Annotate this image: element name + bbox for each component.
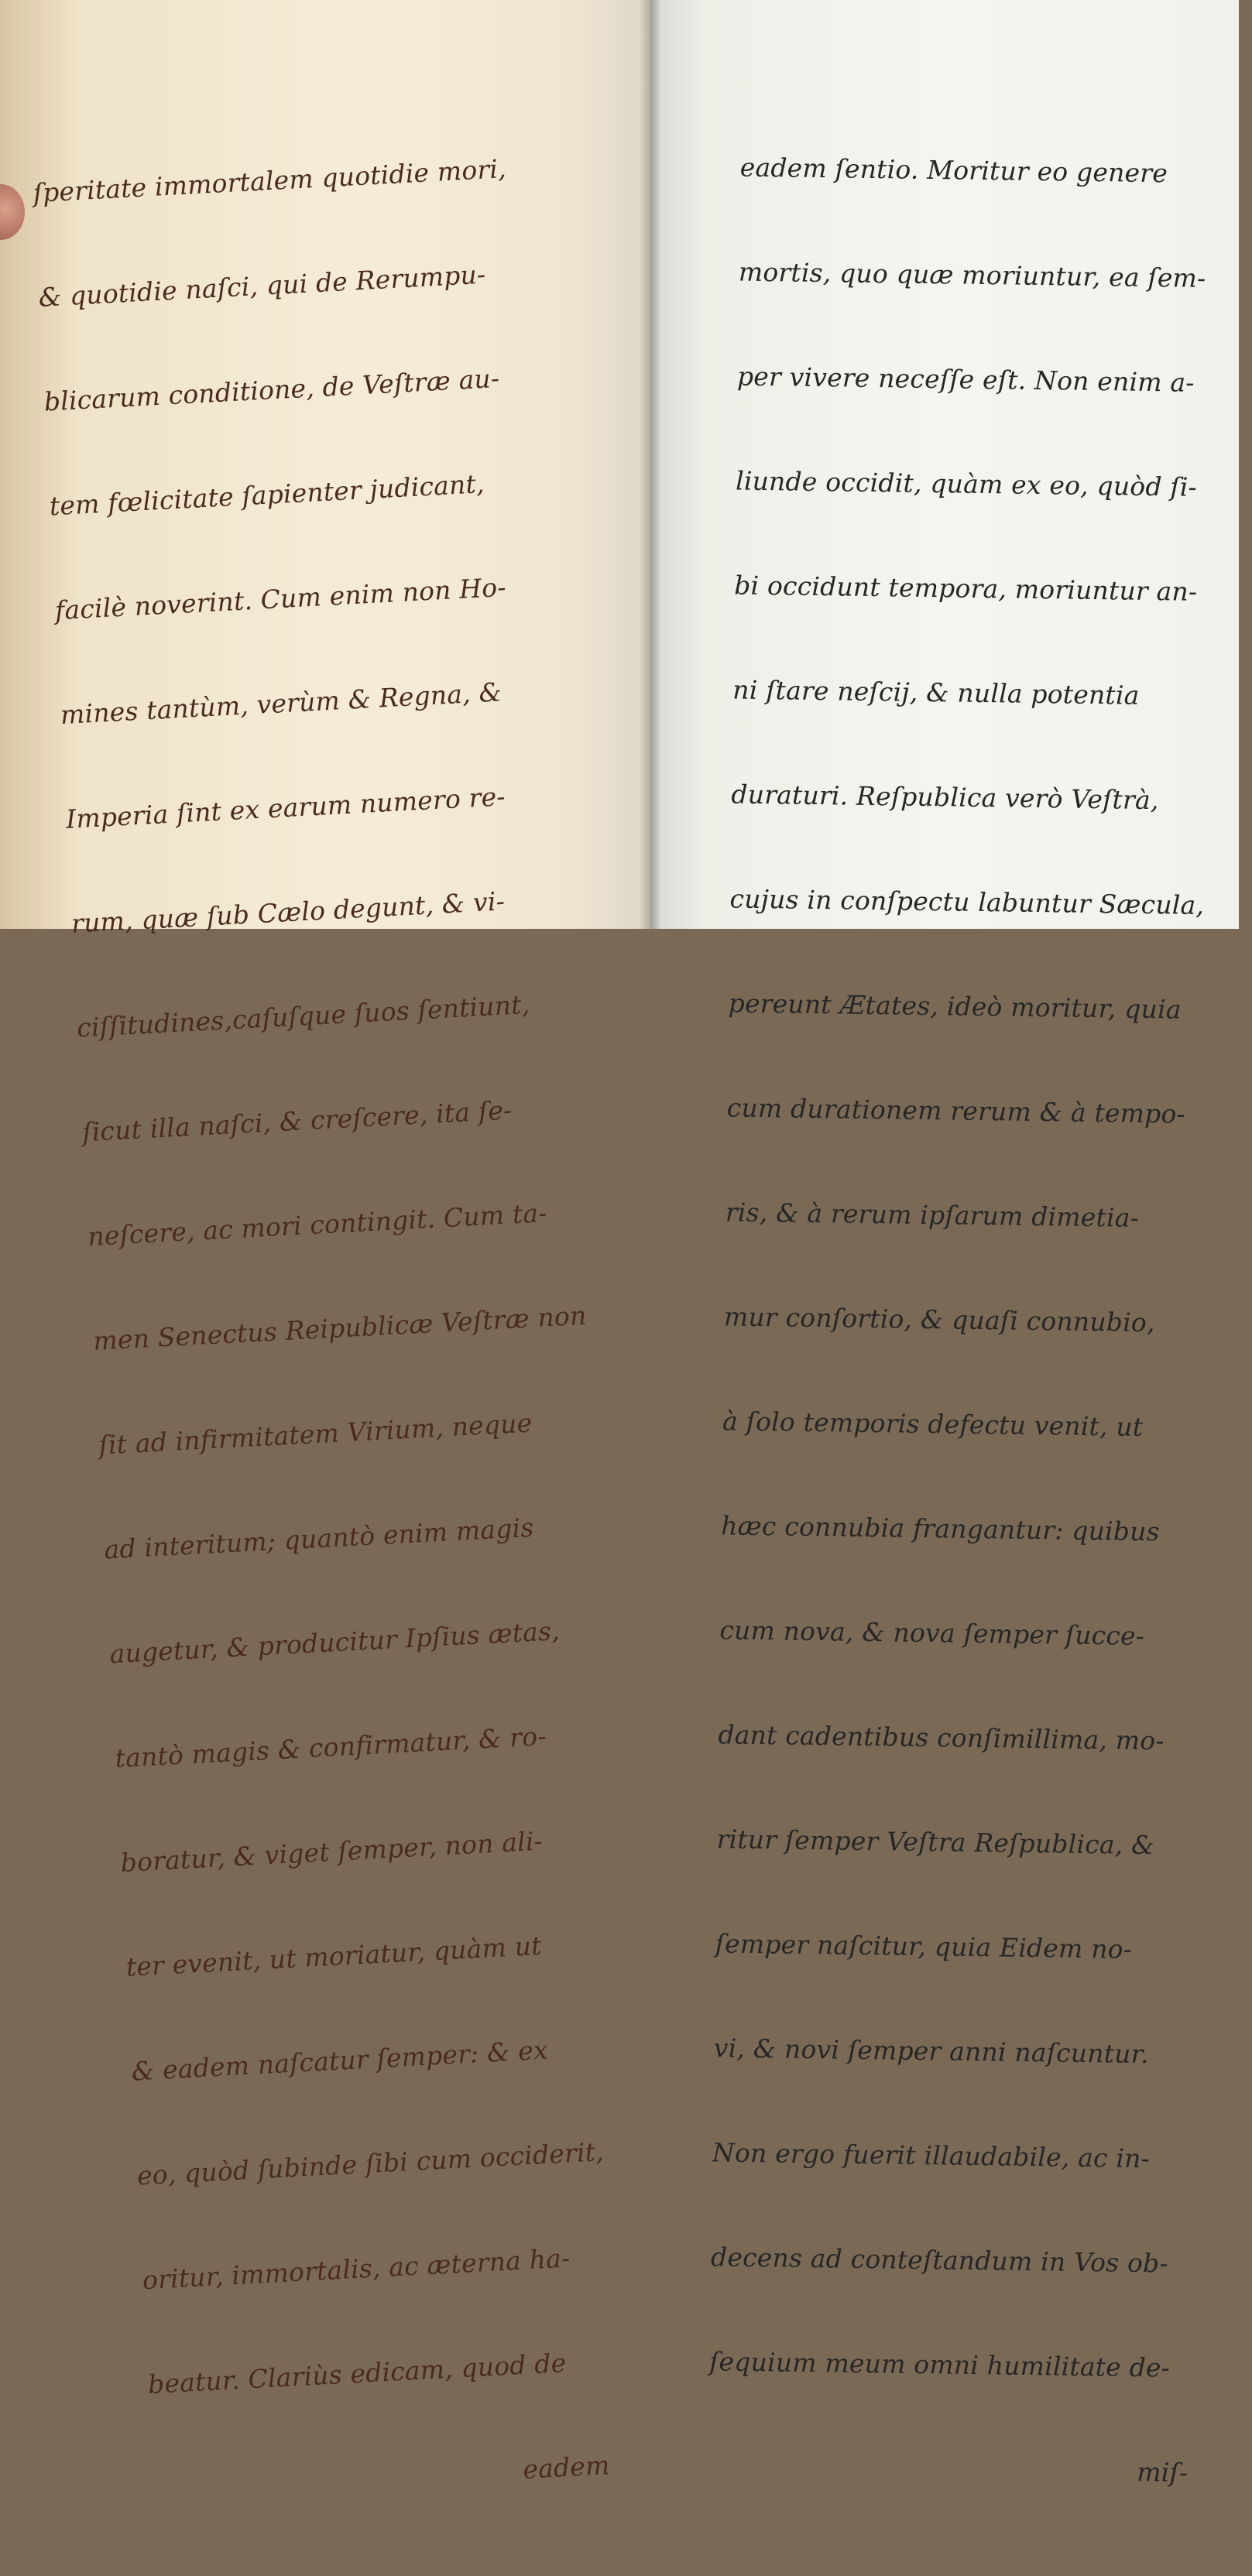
text-line: ciſſitudines,caſuſque ſuos ſentiunt, [76,988,531,1043]
text-line: rum, quæ ſub Cælo degunt, & vi- [70,886,506,939]
left-page-text [29,80,660,2576]
text-line: mur conſortio, & quaſi connubio, [723,1301,1155,1338]
text-line: facilè noverint. Cum enim non Ho- [53,571,507,626]
text-line: dant cadentibus conſimillima, mo- [718,1719,1165,1756]
text-line: per vivere neceſſe eſt. Non enim a- [736,361,1195,398]
book-gutter [640,0,661,929]
text-line: men Senectus Reipublicæ Veſtræ non [92,1300,588,1356]
text-line: Imperia ſint ex earum numero re- [65,781,506,834]
right-page-text [707,80,1252,2561]
text-line: ad interitum; quantò enim magis [103,1512,535,1565]
text-line: & eadem naſcatur ſemper: & ex [130,2034,549,2087]
text-line: ris, & à rerum ipſarum dimetia- [725,1197,1140,1233]
text-line: Non ergo fuerit illaudabile, ac in- [712,2137,1151,2174]
text-line: ſicut illa naſci, & creſcere, ita ſe- [81,1094,513,1148]
catchword: eadem [522,2450,611,2485]
text-line: ritur ſemper Veſtra Reſpublica, & [716,1824,1154,1861]
text-line: ſequium meum omni humilitate de- [708,2346,1171,2383]
text-line: oritur, immortalis, ac æterna ha- [142,2242,571,2296]
text-line: ſemper naſcitur, quia Eidem no- [715,1928,1133,1965]
text-line: cujus in conſpectu labuntur Sæcula, [729,883,1205,920]
text-line: tantò magis & confirmatur, & ro- [114,1721,547,1774]
text-line: blicarum conditione, de Veſtræ au- [43,362,501,417]
text-line: vi, & novi ſemper anni naſcuntur. [713,2033,1149,2070]
text-line: augetur, & producitur Ipſius ætas, [108,1615,561,1670]
text-line: ni ſtare neſcij, & nulla potentia [732,674,1140,711]
text-line: à ſolo temporis defectu venit, ut [722,1406,1144,1442]
text-line: ter evenit, ut moriatur, quàm ut [125,1930,543,1982]
text-line: & quotidie naſci, qui de Rerumpu- [37,259,487,313]
text-line: cum nova, & nova ſemper ſucce- [719,1615,1145,1652]
text-line: duraturi. Reſpublica verò Veſtrà, [731,779,1159,816]
text-line: beatur. Clariùs edicam, quod de [147,2347,568,2400]
text-line: hæc connubia frangantur: quibus [720,1510,1160,1547]
text-line: mortis, quo quæ moriuntur, ea ſem- [738,256,1206,293]
text-line: pereunt Ætates, ideò moritur, quia [728,988,1182,1025]
text-line: liunde occidit, quàm ex eo, quòd ſi- [735,465,1198,502]
text-line: tem fœlicitate ſapienter judicant, [48,468,485,522]
text-line: eadem ſentio. Moritur eo genere [739,152,1168,189]
text-line: decens ad conteſtandum in Vos ob- [710,2242,1169,2279]
text-line: eo, quòd ſubinde ſibi cum occiderit, [135,2136,605,2191]
catchword: miſ- [1136,2456,1189,2488]
text-line: neſcere, ac mori contingit. Cum ta- [87,1197,548,1252]
thumb-finger [0,184,25,240]
text-line: boratur, & viget ſemper, non ali- [119,1825,544,1879]
text-line: mines tantùm, verùm & Regna, & [60,677,503,731]
text-line: ſperitate immortalem quotidie mori, [32,153,507,209]
text-line: cum durationem rerum & à tempo- [726,1092,1186,1129]
text-line: ſit ad infirmitatem Virium, neque [98,1407,533,1461]
text-line: bi occidunt tempora, moriuntur an- [733,570,1198,607]
